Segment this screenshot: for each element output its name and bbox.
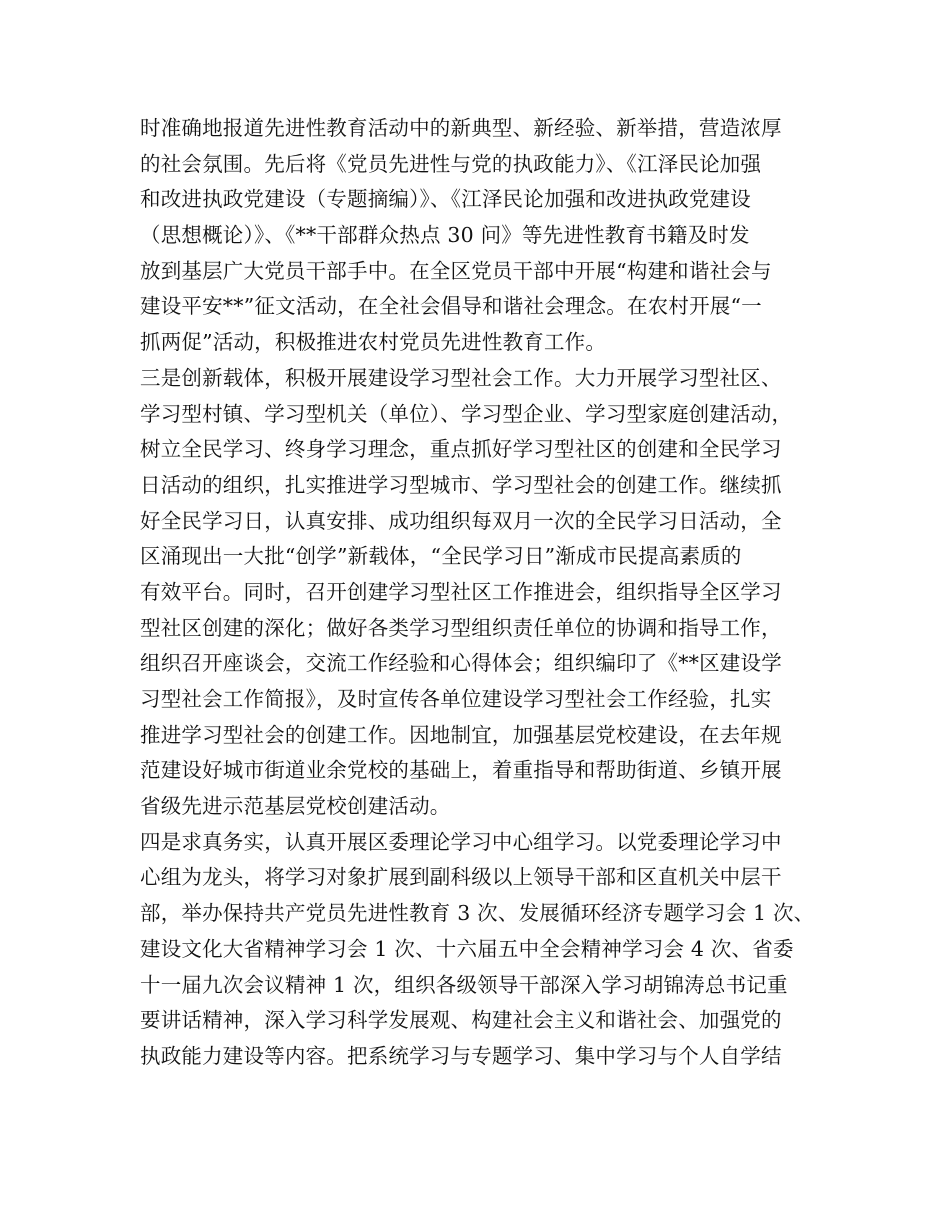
text-line: 执政能力建设等内容。把系统学习与专题学习、集中学习与个人自学结	[140, 1043, 782, 1068]
text-line: 树立全民学习、终身学习理念，重点抓好学习型社区的创建和全民学习	[140, 437, 782, 462]
text-line: （思想概论）》、《**干部群众热点 30 问》等先进性教育书籍及时发	[140, 223, 750, 248]
text-line: 部，举办保持共产党员先进性教育 3 次、发展循环经济专题学习会 1 次、	[140, 901, 815, 926]
text-line: 建设平安**”征文活动，在全社会倡导和谐社会理念。在农村开展“一	[140, 294, 762, 319]
text-line: 推进学习型社会的创建工作。因地制宜，加强基层党校建设，在去年规	[140, 722, 782, 747]
text-line: 学习型村镇、学习型机关（单位）、学习型企业、学习型家庭创建活动，	[140, 401, 793, 426]
text-line: 区涌现出一大批“创学”新载体，“全民学习日”渐成市民提高素质的	[140, 544, 742, 569]
text-line: 要讲话精神，深入学习科学发展观、构建社会主义和谐社会、加强党的	[140, 1008, 782, 1033]
text-line: 四是求真务实，认真开展区委理论学习中心组学习。以党委理论学习中	[140, 829, 782, 854]
text-line: 组织召开座谈会，交流工作经验和心得体会；组织编印了《**区建设学	[140, 651, 782, 676]
text-line: 日活动的组织，扎实推进学习型城市、学习型社会的创建工作。继续抓	[140, 472, 782, 497]
text-line: 有效平台。同时，召开创建学习型社区工作推进会，组织指导全区学习	[140, 579, 782, 604]
text-line: 心组为龙头，将学习对象扩展到副科级以上领导干部和区直机关中层干	[140, 865, 782, 890]
text-line: 的社会氛围。先后将《党员先进性与党的执政能力》、《江泽民论加强	[140, 151, 762, 176]
text-line: 十一届九次会议精神 1 次，组织各级领导干部深入学习胡锦涛总书记重	[140, 972, 788, 997]
text-line: 省级先进示范基层党校创建活动。	[140, 794, 451, 819]
text-line: 三是创新载体，积极开展建设学习型社会工作。大力开展学习型社区、	[140, 365, 782, 390]
body-text	[140, 111, 830, 1075]
text-line: 习型社会工作简报》，及时宣传各单位建设学习型社会工作经验，扎实	[140, 687, 772, 711]
text-line: 抓两促”活动，积极推进农村党员先进性教育工作。	[140, 330, 607, 355]
text-line: 放到基层广大党员干部手中。在全区党员干部中开展“构建和谐社会与	[140, 258, 772, 283]
text-line: 建设文化大省精神学习会 1 次、十六届五中全会精神学习会 4 次、省委	[140, 936, 794, 961]
text-line: 范建设好城市街道业余党校的基础上，着重指导和帮助街道、乡镇开展	[140, 758, 782, 783]
text-line: 好全民学习日，认真安排、成功组织每双月一次的全民学习日活动，全	[140, 508, 782, 533]
text-line: 型社区创建的深化；做好各类学习型组织责任单位的协调和指导工作，	[140, 615, 782, 640]
text-line: 时准确地报道先进性教育活动中的新典型、新经验、新举措，营造浓厚	[140, 116, 782, 140]
text-line: 和改进执政党建设（专题摘编）》、《江泽民论加强和改进执政党建设	[140, 187, 751, 212]
